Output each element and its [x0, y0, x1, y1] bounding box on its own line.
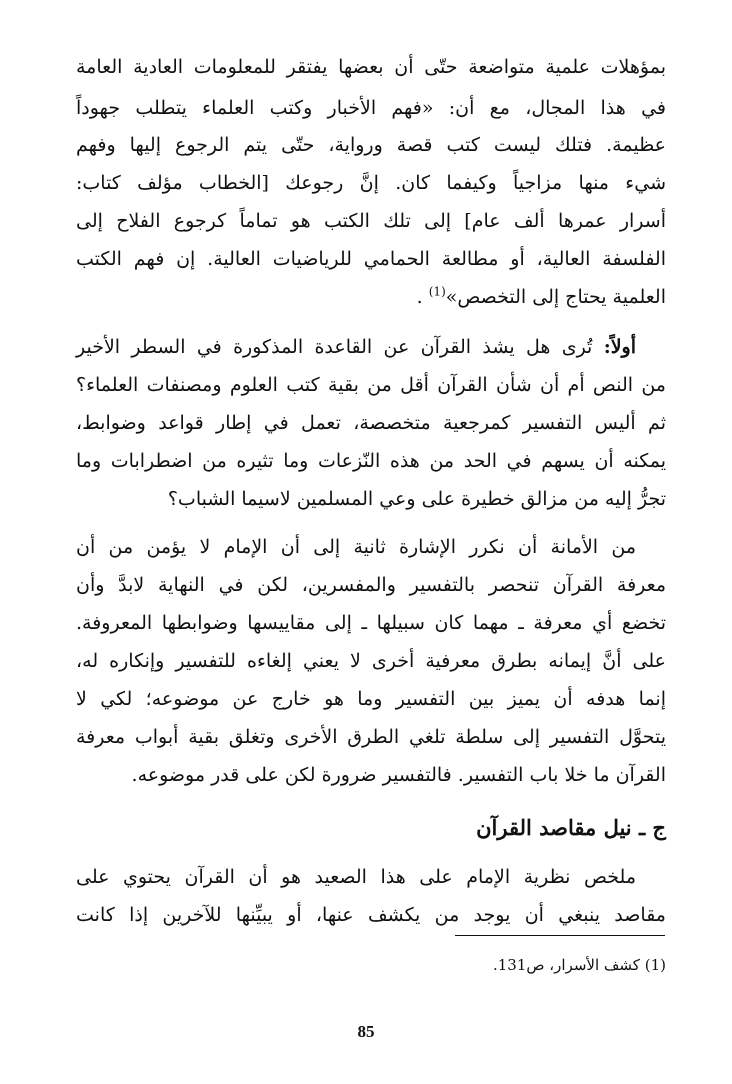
text-line: مقاصد ينبغي أن يوجد من يكشف عنها، أو يبيِّنها للآخرين إذا كانت — [76, 904, 666, 926]
text-line: ملخص نظرية الإمام على هذا الصعيد هو أن القرآن يحتوي على — [76, 866, 636, 888]
text-segment: العلمية يحتاج إلى التخصص» — [445, 286, 666, 308]
text-line: ثم أليس التفسير كمرجعية متخصصة، تعمل في إطار قواعد وضوابط، — [76, 412, 666, 434]
text-line: الفلسفة العالية، أو مطالعة الحمامي للرياضيات العالية. إن فهم الكتب — [76, 248, 666, 270]
text-line — [76, 332, 636, 362]
text-segment: . — [416, 286, 429, 308]
footnote-marker: (1) — [644, 956, 666, 974]
text-line: من النص أم أن شأن القرآن أقل من بقية كتب العلوم ومصنفات العلماء؟ — [76, 374, 666, 396]
footnote-separator — [455, 935, 665, 936]
text-line: بمؤهلات علمية متواضعة حتّى أن بعضها يفتقر للمعلومات العادية العامة — [76, 56, 666, 78]
footnote — [76, 954, 666, 976]
text-line: تخضع أي معرفة ـ مهما كان سبيلها ـ إلى مقاييسها وضوابطها المعروفة. — [76, 612, 666, 634]
text-segment: تُرى هل يشذ القرآن عن القاعدة المذكورة في السطر الأخير — [76, 336, 604, 358]
text-line: تجرُّ إليه من مزالق خطيرة على وعي المسلمين لاسيما الشباب؟ — [167, 488, 666, 510]
text-line: القرآن ما خلا باب التفسير. فالتفسير ضرورة لكن على قدر موضوعه. — [131, 764, 666, 786]
text-line: يتحوَّل التفسير إلى سلطة تلغي الطرق الأخرى وتغلق بقية أبواب معرفة — [76, 726, 666, 748]
text-line: في هذا المجال، مع أن: «فهم الأخبار وكتب العلماء يتطلب جهوداً — [76, 97, 666, 119]
text-line: معرفة القرآن تنحصر بالتفسير والمفسرين، لكن في النهاية لابدَّ وأن — [76, 574, 666, 596]
text-line: يمكنه أن يسهم في الحد من هذه النّزعات وما تثيره من اضطرابات وما — [76, 450, 666, 472]
text-line: أسرار عمرها ألف عام] إلى تلك الكتب هو تماماً كرجوع الفلاح إلى — [76, 210, 666, 232]
text-line: إنما هدفه أن يميز بين التفسير وما هو خارج عن موضوعه؛ لكي لا — [76, 688, 666, 710]
text-line: شيء منها مزاجياً وكيفما كان. إنَّ رجوعك [الخطاب مؤلف كتاب: — [76, 172, 666, 194]
text-line: عظيمة. فتلك ليست كتب قصة ورواية، حتّى يتم الرجوع إليها وفهم — [76, 134, 666, 156]
section-heading: ج ـ نيل مقاصد القرآن — [476, 815, 666, 840]
footnote-text: كشف الأسرار، ص131. — [492, 956, 640, 974]
text-line: على أنَّ إيمانه بطرق معرفية أخرى لا يعني إلغاءه للتفسير وإنكاره له، — [76, 650, 666, 672]
text-line: من الأمانة أن نكرر الإشارة ثانية إلى أن الإمام لا يؤمن من أن — [76, 536, 636, 558]
paragraph-lead: أولاً: — [603, 336, 636, 358]
footnote-reference[interactable]: (1) — [428, 284, 446, 299]
text-line — [76, 282, 666, 312]
page-number: 85 — [357, 1022, 375, 1041]
